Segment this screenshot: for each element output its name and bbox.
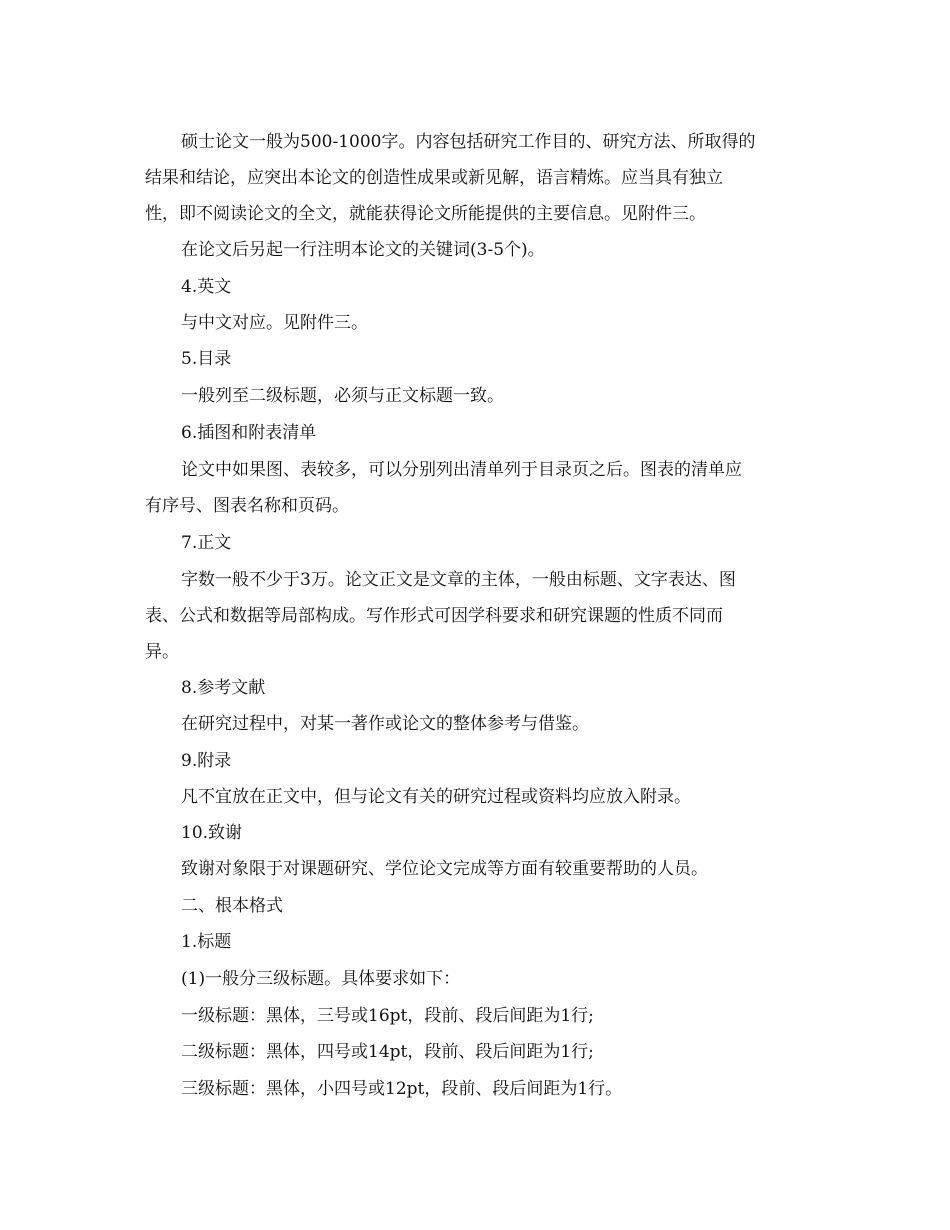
section-heading-references: 8.参考文献 — [181, 678, 266, 698]
title-level-2-rule: 二级标题：黑体，四号或14pt，段前、段后间距为1行; — [181, 1042, 594, 1062]
section-heading-figures: 6.插图和附表清单 — [181, 423, 317, 443]
acknowledgement-paragraph: 致谢对象限于对课题研究、学位论文完成等方面有较重要帮助的人员。 — [181, 859, 708, 879]
figures-paragraph-line-2: 有序号、图表名称和页码。 — [145, 496, 349, 516]
keywords-paragraph: 在论文后另起一行注明本论文的关键词(3-5个)。 — [181, 240, 545, 260]
titles-intro: (1)一般分三级标题。具体要求如下： — [181, 969, 461, 989]
figures-paragraph-line-1: 论文中如果图、表较多，可以分别列出清单列于目录页之后。图表的清单应 — [181, 460, 742, 480]
title-level-3-rule: 三级标题：黑体，小四号或12pt，段前、段后间距为1行。 — [181, 1079, 623, 1099]
title-level-1-rule: 一级标题：黑体，三号或16pt，段前、段后间距为1行; — [181, 1006, 594, 1026]
section-heading-appendix: 9.附录 — [181, 751, 232, 771]
references-paragraph: 在研究过程中，对某一著作或论文的整体参考与借鉴。 — [181, 714, 589, 734]
body-paragraph-line-3: 异。 — [145, 642, 179, 662]
english-paragraph: 与中文对应。见附件三。 — [181, 313, 368, 333]
abstract-paragraph-line-1: 硕士论文一般为500-1000字。内容包括研究工作目的、研究方法、所取得的 — [181, 132, 756, 152]
section-heading-acknowledgement: 10.致谢 — [181, 823, 243, 843]
section-heading-contents: 5.目录 — [181, 349, 232, 369]
body-paragraph-line-2: 表、公式和数据等局部构成。写作形式可因学科要求和研究课题的性质不同而 — [145, 606, 723, 626]
chapter-heading-basic-format: 二、根本格式 — [181, 896, 283, 916]
appendix-paragraph: 凡不宜放在正文中，但与论文有关的研究过程或资料均应放入附录。 — [181, 787, 691, 807]
section-heading-body: 7.正文 — [181, 533, 232, 553]
body-paragraph-line-1: 字数一般不少于3万。论文正文是文章的主体，一般由标题、文字表达、图 — [181, 570, 736, 590]
abstract-paragraph-line-3: 性，即不阅读论文的全文，就能获得论文所能提供的主要信息。见附件三。 — [145, 204, 706, 224]
abstract-paragraph-line-2: 结果和结论，应突出本论文的创造性成果或新见解，语言精炼。应当具有独立 — [145, 168, 723, 188]
contents-paragraph: 一般列至二级标题，必须与正文标题一致。 — [181, 386, 504, 406]
subsection-heading-titles: 1.标题 — [181, 932, 232, 952]
section-heading-english: 4.英文 — [181, 277, 232, 297]
